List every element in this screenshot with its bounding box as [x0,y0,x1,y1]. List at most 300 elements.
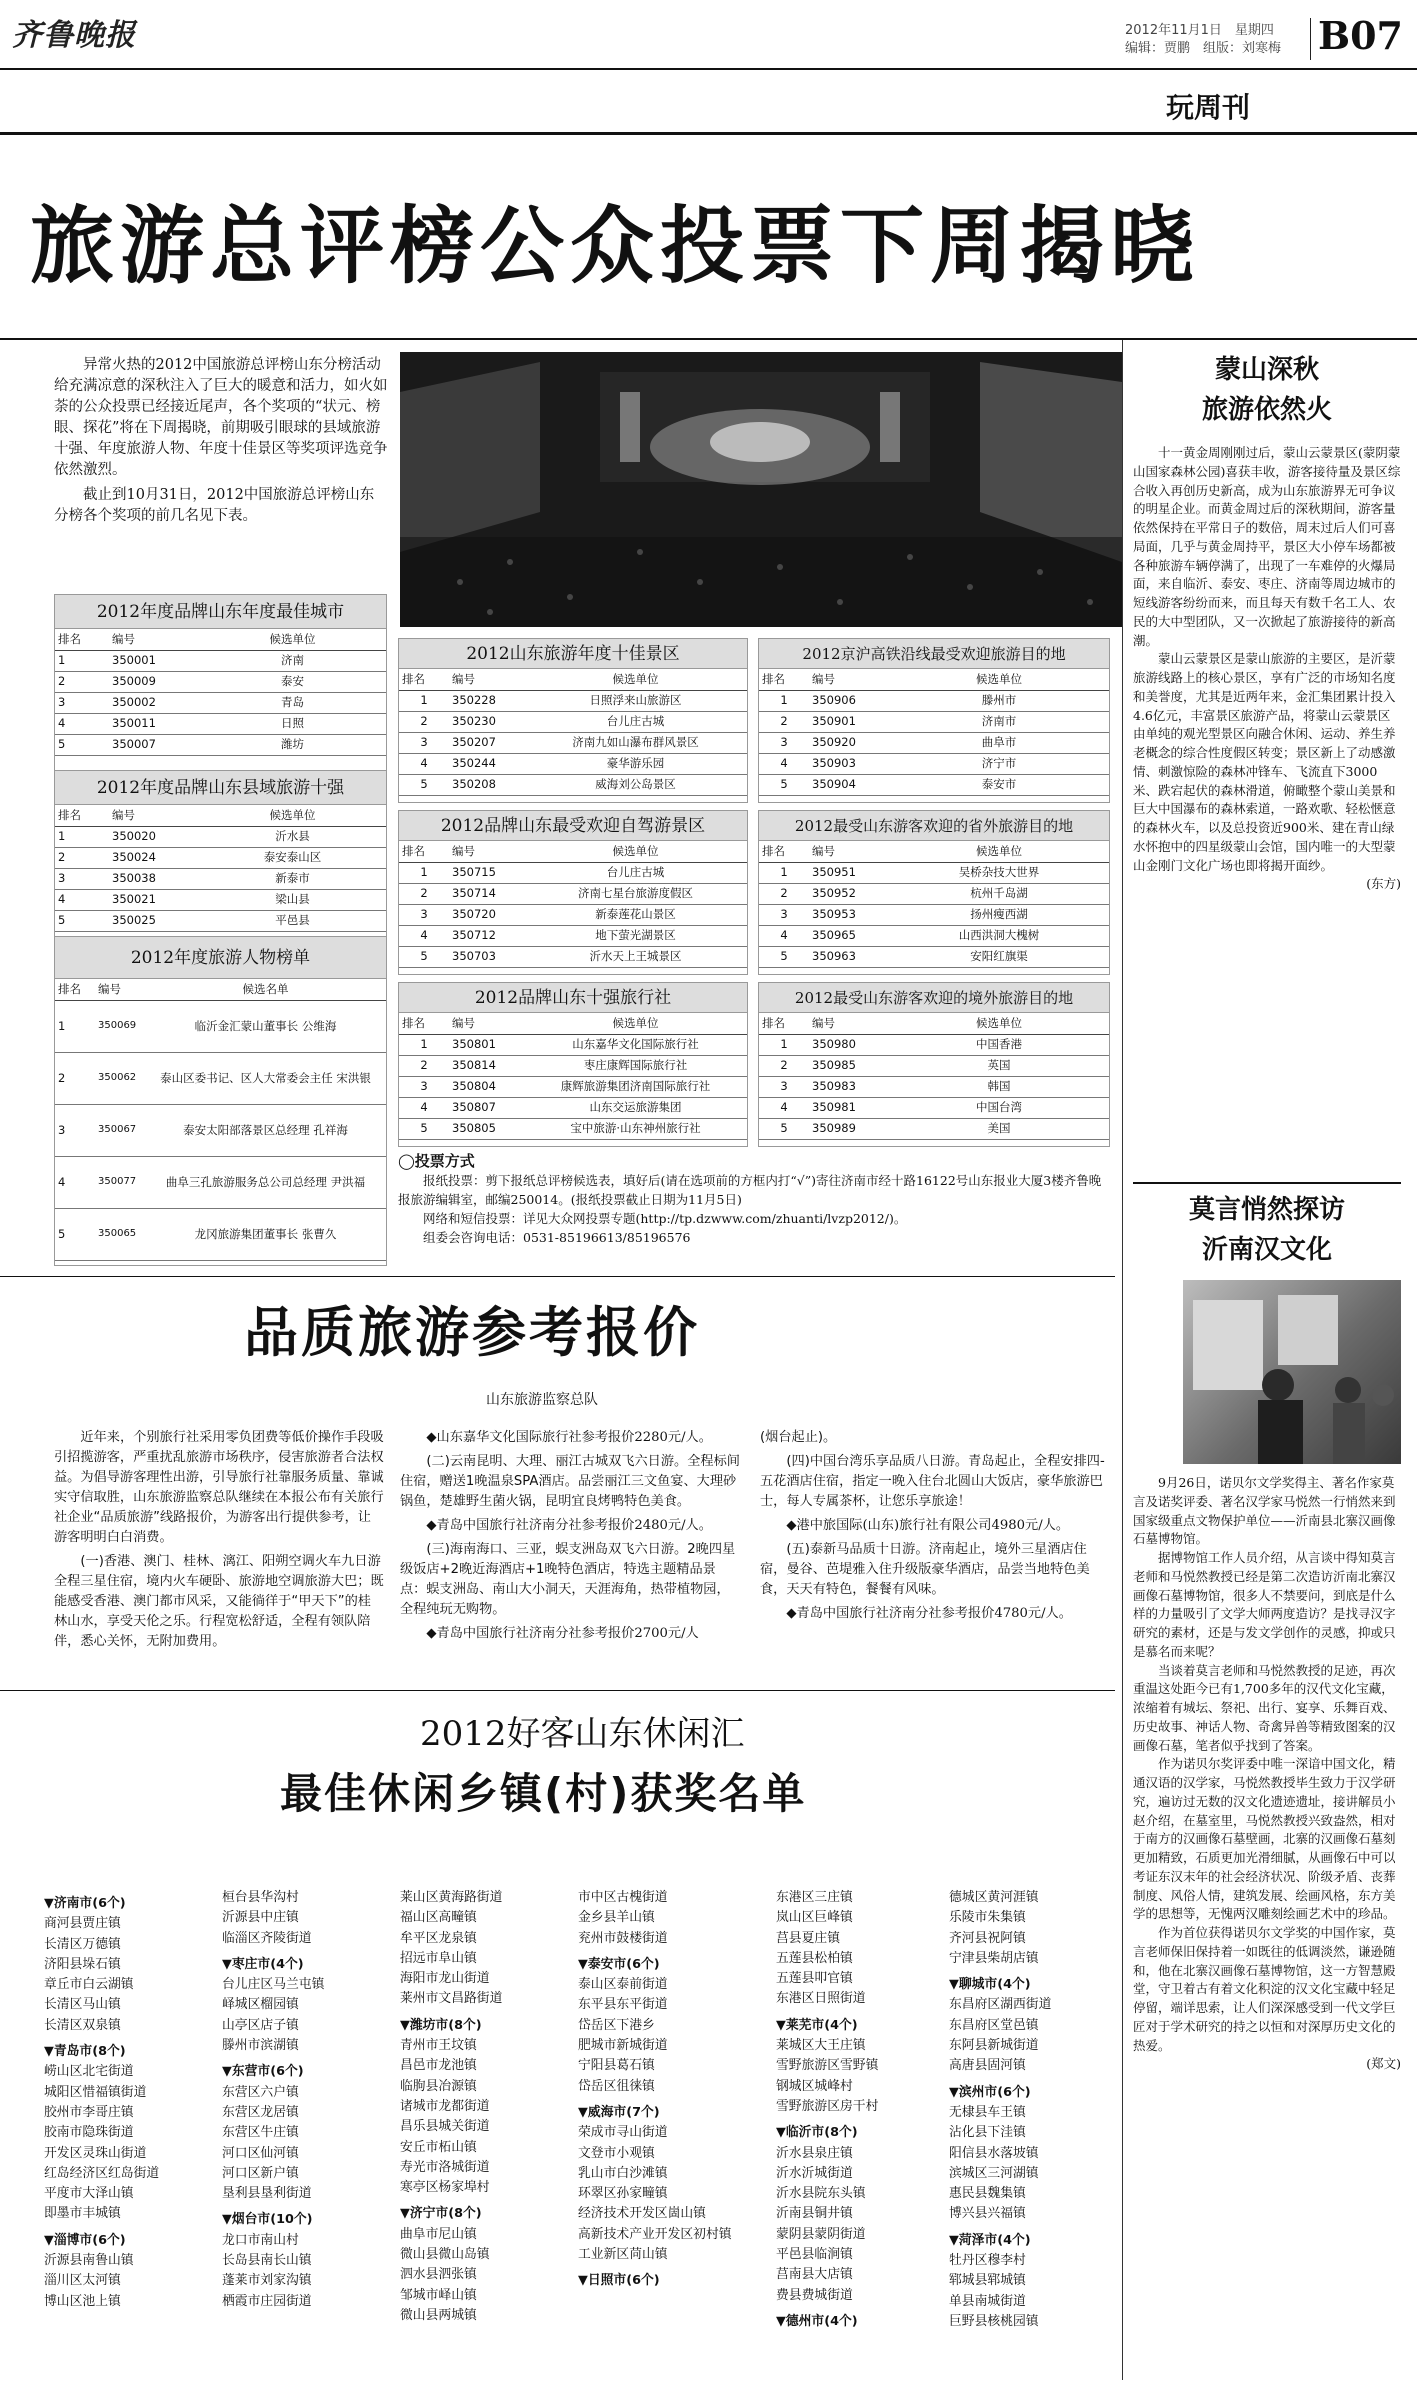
name-cell: 山东交运旅游集团 [524,1097,747,1118]
code-cell: 350002 [109,692,199,713]
table-row [55,734,386,755]
col-rank: 排名 [759,841,809,862]
name-cell: 中国台湾 [889,1097,1109,1118]
name-cell: 济南市 [889,711,1109,732]
town-item: 莒县夏庄镇 [776,1930,840,1946]
town-item: 红岛经济区红岛街道 [44,2165,160,2181]
table-row [55,868,386,889]
header-divider [1310,18,1311,60]
table-row [55,889,386,910]
rank-cell: 2 [759,711,809,732]
table-title: 2012山东旅游年度十佳景区 [399,639,747,669]
city-heading: ▼德州市(4个) [776,2313,858,2329]
col-rank: 排名 [399,841,449,862]
town-item: 平邑县临涧镇 [776,2247,853,2263]
town-item: 乐陵市朱集镇 [949,1910,1026,1926]
rank-cell: 2 [759,883,809,904]
town-item: 齐河县祝阿镇 [949,1930,1026,1946]
name-cell: 康辉旅游集团济南国际旅行社 [524,1076,747,1097]
town-item: 文登市小观镇 [578,2145,655,2161]
name-cell: 曲阜市 [889,732,1109,753]
quality-price: ◆山东嘉华文化国际旅行社参考报价2280元/人。 [426,1430,712,1445]
col-rank: 排名 [55,979,95,1000]
col-code: 编号 [809,669,889,690]
table-row [399,1118,747,1139]
name-cell: 济南 [199,650,386,671]
col-person: 候选名单 [145,979,386,1000]
name-cell: 杭州千岛湖 [889,883,1109,904]
museum-photo [1183,1280,1401,1464]
quality-paragraph: (二)云南昆明、大理、丽江古城双飞六日游。全程标间住宿，赠送1晚温泉SPA酒店。品尝丽江三文鱼宴、大理砂锅鱼，楚雄野生菌火锅，昆明宜良烤鸭特色美食。 [400,1454,740,1509]
town-item: 桓台县华沟村 [222,1890,299,1905]
town-item: 淄川区太河镇 [44,2273,121,2289]
town-item: 东港区日照街道 [776,1991,866,2007]
col-name: 候选单位 [524,1013,747,1034]
town-item: 高唐县固河镇 [949,2058,1026,2074]
rank-cell: 3 [55,692,109,713]
ranking-table [399,841,747,968]
town-item: 垦利县垦利街道 [222,2186,312,2202]
town-item: 长清区马山镇 [44,1997,121,2013]
name-cell: 滕州市 [889,690,1109,711]
col-name: 候选单位 [889,1013,1109,1034]
town-item: 城阳区惜福镇街道 [44,2084,147,2100]
town-item: 五莲县叩官镇 [776,1971,853,1987]
rank-cell: 1 [399,862,449,883]
leisure-column [400,1888,570,2374]
col-code: 编号 [809,1013,889,1034]
article-title [1133,350,1401,430]
rank-cell: 5 [759,774,809,795]
town-item: 博兴县兴福镇 [949,2206,1026,2222]
city-heading: ▼威海市(7个) [578,2104,660,2120]
col-rank: 排名 [55,629,109,650]
town-item: 东港区三庄镇 [776,1890,853,1905]
town-item: 单县南城街道 [949,2293,1026,2309]
masthead-rule [0,68,1417,70]
town-item: 牡丹区穆李村 [949,2253,1026,2269]
title-line: 莫言悄然探访 [1188,1195,1345,1225]
sidebar-article-mengshan [1133,350,1401,893]
ranking-table [759,841,1109,968]
quality-col-2 [400,1428,740,1648]
town-item: 安丘市柘山镇 [400,2139,477,2155]
vote-icon: ◯ [398,1152,415,1170]
quality-paragraph: (三)海南海口、三亚，蜈支洲岛双飞六日游。2晚四星级饭店+2晚近海酒店+1晚特色酒店，特选主题精品景点：蜈支洲岛、南山大小洞天，天涯海角，热带植物园，全程纯玩无购物。 [400,1542,736,1617]
quality-price: ◆青岛中国旅行社济南分社参考报价4780元/人。 [786,1606,1072,1621]
town-item: 崂山区北宅街道 [44,2064,134,2080]
code-cell: 350903 [809,753,889,774]
table-row [399,690,747,711]
col-rank: 排名 [399,669,449,690]
town-item: 莱州市文昌路街道 [400,1991,503,2007]
rank-cell: 5 [399,774,449,795]
city-heading: ▼青岛市(8个) [44,2044,126,2060]
rank-cell: 5 [759,1118,809,1139]
city-heading: ▼菏泽市(4个) [949,2232,1031,2248]
town-item: 东营区龙居镇 [222,2104,299,2120]
code-cell: 350980 [809,1034,889,1055]
town-item: 诸城市龙都街道 [400,2098,490,2114]
table-row [399,1055,747,1076]
code-cell: 350025 [109,910,199,931]
city-heading: ▼烟台市(10个) [222,2212,313,2228]
section-rule [0,132,1417,135]
ranking-table [399,669,747,796]
name-cell: 日照浮来山旅游区 [524,690,747,711]
code-cell: 350038 [109,868,199,889]
town-item: 环翠区孙家疃镇 [578,2186,668,2202]
city-heading: ▼东营市(6个) [222,2064,304,2080]
town-item: 台儿庄区马兰屯镇 [222,1977,325,1993]
table-row [55,650,386,671]
town-item: 昌邑市龙池镇 [400,2058,477,2074]
title-line: 旅游依然火 [1201,395,1332,425]
table-row [55,671,386,692]
town-item: 牟平区龙泉镇 [400,1930,477,1946]
name-cell: 青岛 [199,692,386,713]
code-cell: 350801 [449,1034,524,1055]
rank-cell: 3 [399,732,449,753]
col-name: 候选单位 [889,841,1109,862]
leisure-column [578,1888,768,2374]
name-cell: 日照 [199,713,386,734]
separator-mid [0,1690,1115,1691]
town-item: 雪野旅游区雪野镇 [776,2058,879,2074]
code-cell: 350906 [809,690,889,711]
rank-cell: 1 [399,1034,449,1055]
town-item: 寒亭区杨家埠村 [400,2180,490,2196]
vote-title: ◯投票方式 [398,1152,475,1170]
town-item: 沂水县泉庄镇 [776,2145,853,2161]
town-item: 高新技术产业开发区初村镇 [578,2226,732,2242]
table-row [759,946,1109,967]
table-row [759,904,1109,925]
intro-text [54,355,388,531]
code-cell: 350985 [809,1055,889,1076]
town-item: 山亭区店子镇 [222,2017,299,2033]
table-row [759,862,1109,883]
town-item: 沂源县中庄镇 [222,1910,299,1926]
quality-paragraph: (一)香港、澳门、桂林、漓江、阳朔空调火车九日游全程三星住宿，境内火车硬卧、旅游地空调旅游大巴；既能感受香港、澳门都市风采，又能徜徉于“甲天下”的桂林山水，享受天伦之乐。行程宽松舒适，全程有领队陪伴，悉心关怀，无附加费用。 [54,1554,384,1649]
code-cell: 350009 [109,671,199,692]
table-row [55,1156,386,1208]
sidebar-rule [1133,1182,1401,1184]
town-item: 雪野旅游区房干村 [776,2098,879,2114]
name-cell: 中国香港 [889,1034,1109,1055]
weekday: 星期四 [1234,23,1274,38]
quality-paragraph: 近年来，个别旅行社采用零负团费等低价操作手段吸引招揽游客，严重扰乱旅游市场秩序，侵害旅游者合法权益。为倡导游客理性出游，引导旅行社靠服务质量、靠诚实守信取胜，山东旅游监察总队继续在本报公布有关旅行社企业“品质旅游”线路报价，为游客出行提供参考，让游客明明白白消费。 [54,1430,384,1545]
town-item: 胶南市隐珠街道 [44,2125,134,2141]
col-name: 候选单位 [199,805,386,826]
name-cell: 潍坊 [199,734,386,755]
code-cell: 350020 [109,826,199,847]
name-cell: 新泰市 [199,868,386,889]
table-best-city [54,594,387,772]
leisure-title-2: 最佳休闲乡镇(村)获奖名单 [280,1769,807,1818]
town-item: 工业新区苘山镇 [578,2247,668,2263]
town-item: 河口区仙河镇 [222,2145,299,2161]
table-title: 2012最受山东游客欢迎的境外旅游目的地 [759,983,1109,1013]
table-row [55,1208,386,1260]
leisure-column [949,1888,1114,2374]
article-paragraph: 9月26日，诺贝尔文学奖得主、著名作家莫言及诺奖评委、著名汉学家马悦然一行悄然来到国家级重点文物保护单位——沂南县北寨汉画像石墓博物馆。 [1133,1475,1396,1547]
code-cell: 350989 [809,1118,889,1139]
town-item: 青州市王坟镇 [400,2038,477,2054]
separator-top [0,1276,1115,1277]
code-cell: 350901 [809,711,889,732]
town-item: 岱岳区下港乡 [578,2017,655,2033]
rank-cell: 1 [55,1000,95,1052]
code-cell: 350712 [449,925,524,946]
rank-cell: 2 [759,1055,809,1076]
col-code: 编号 [449,669,524,690]
table-row [399,753,747,774]
ranking-table [55,805,386,932]
town-item: 滨城区三河湖镇 [949,2165,1039,2181]
table-row [399,711,747,732]
table-row [55,826,386,847]
table-highspeed-rail [758,638,1110,803]
code-cell: 350920 [809,732,889,753]
table-row [399,883,747,904]
town-item: 昌乐县城关街道 [400,2119,490,2135]
town-item: 兖州市鼓楼街道 [578,1930,668,1946]
vote-phone: 组委会咨询电话：0531-85196613/85196576 [423,1230,691,1245]
table-row [399,1097,747,1118]
quality-paragraph: (五)泰新马品质十日游。济南起止，境外三星酒店住宿，曼谷、芭堤雅入住升级版豪华酒店，品尝当地特色美食，天天有特色，餐餐有风味。 [760,1542,1090,1597]
article-title [1133,1190,1401,1270]
quality-paragraph: (四)中国台湾乐享品质八日游。青岛起止，全程安排四-五花酒店住宿，指定一晚入住台北圆山大饭店，豪华旅游巴士，每人专属茶杯，让您乐享旅途！ [760,1454,1105,1509]
code-cell: 350024 [109,847,199,868]
table-title: 2012最受山东游客欢迎的省外旅游目的地 [759,811,1109,841]
table-row [399,732,747,753]
date-line [1125,22,1274,41]
town-item: 阳信县水落坡镇 [949,2145,1039,2161]
quality-col-1 [54,1428,384,1656]
code-cell: 350021 [109,889,199,910]
leisure-title-1: 2012好客山东休闲汇 [420,1714,745,1754]
town-item: 河口区新户镇 [222,2165,299,2181]
city-heading: ▼济宁市(8个) [400,2206,482,2222]
name-cell: 临沂金汇蒙山董事长 公维海 [145,1000,386,1052]
rank-cell: 2 [55,1052,95,1104]
table-title: 2012年度旅游人物榜单 [55,937,386,979]
table-row [399,925,747,946]
town-item: 沂水县院东头镇 [776,2186,866,2202]
code-cell: 350230 [449,711,524,732]
town-item: 金乡县羊山镇 [578,1910,655,1926]
rank-cell: 3 [759,1076,809,1097]
article-paragraph: 当谈着莫言老师和马悦然教授的足迹，再次重温这处距今已有1,700多年的汉代文化宝藏，浓缩着有城坛、祭祀、出行、宴享、乐舞百戏、历史故事、神话人物、奇禽异兽等精致图案的汉画像石墓，笔者似乎找到了答案。 [1133,1662,1396,1753]
code-cell: 350208 [449,774,524,795]
name-cell: 沂水天上王城景区 [524,946,747,967]
table-row [55,1052,386,1104]
code-cell: 350062 [95,1052,145,1104]
name-cell: 扬州瘦西湖 [889,904,1109,925]
town-item: 滕州市滨湖镇 [222,2038,299,2054]
town-item: 长岛县南长山镇 [222,2253,312,2269]
town-item: 无棣县车王镇 [949,2104,1026,2120]
table-row [759,753,1109,774]
town-item: 长清区双泉镇 [44,2017,121,2033]
town-item: 福山区高疃镇 [400,1910,477,1926]
code-cell: 350703 [449,946,524,967]
name-cell: 梁山县 [199,889,386,910]
name-cell: 泰安市 [889,774,1109,795]
quality-prefix: (烟台起止)。 [760,1430,837,1445]
name-cell: 美国 [889,1118,1109,1139]
city-heading: ▼泰安市(6个) [578,1956,660,1972]
name-cell: 山东嘉华文化国际旅行社 [524,1034,747,1055]
table-row [55,692,386,713]
code-cell: 350981 [809,1097,889,1118]
editor-line: 编辑：贾鹏 组版：刘寒梅 [1125,41,1282,56]
table-row [399,774,747,795]
quality-col-3 [760,1428,1110,1628]
article-paragraph: 蒙山云蒙景区是蒙山旅游的主要区，是沂蒙旅游线路上的核心景区，享有广泛的市场知名度和美誉度，尤其是近两年来，金汇集团累计投入4.6亿元，丰富景区旅游产品，将蒙山云蒙景区由单纯的观光型景区向融合休闲、运动、养生养老概念的综合性度假区转变；景区新上了动感激情、刺激惊险的森林冲锋车、飞流直下3000米、跌宕起伏的森林滑道，俯瞰整个蒙山美景和巨大中国瀑布的森林索道，一路欢歌、轻松惬意的森林火车，以及总投资近900米、建在青山绿水怀抱中的四星级蒙山会馆，国内唯一的大型蒙山金刚门文化广场也即将揭开面纱。 [1133,651,1396,873]
code-cell: 350804 [449,1076,524,1097]
rank-cell: 4 [55,1156,95,1208]
name-cell: 龙冈旅游集团董事长 张曹久 [145,1208,386,1260]
rank-cell: 3 [55,868,109,889]
table-row [759,925,1109,946]
town-item: 惠民县魏集镇 [949,2186,1026,2202]
rank-cell: 1 [759,862,809,883]
city-heading: ▼滨州市(6个) [949,2084,1031,2100]
table-row [759,732,1109,753]
town-item: 东平县东平街道 [578,1997,668,2013]
town-item: 蓬莱市刘家沟镇 [222,2273,312,2289]
town-item: 章丘市白云湖镇 [44,1977,134,1993]
code-cell: 350001 [109,650,199,671]
ranking-table [55,629,386,756]
rank-cell: 2 [399,711,449,732]
code-cell: 350814 [449,1055,524,1076]
name-cell: 枣庄康辉国际旅行社 [524,1055,747,1076]
code-cell: 350207 [449,732,524,753]
code-cell: 350011 [109,713,199,734]
name-cell: 曲阜三孔旅游服务总公司总经理 尹洪福 [145,1156,386,1208]
col-rank: 排名 [759,1013,809,1034]
town-item: 岱岳区徂徕镇 [578,2078,655,2094]
code-cell: 350714 [449,883,524,904]
table-row [759,1076,1109,1097]
code-cell: 350952 [809,883,889,904]
rank-cell: 2 [399,1055,449,1076]
rank-cell: 2 [399,883,449,904]
code-cell: 350807 [449,1097,524,1118]
name-cell: 泰山区委书记、区人大常委会主任 宋洪银 [145,1052,386,1104]
name-cell: 泰安泰山区 [199,847,386,868]
name-cell: 沂水县 [199,826,386,847]
table-title: 2012京沪高铁沿线最受欢迎旅游目的地 [759,639,1109,669]
city-heading: ▼潍坊市(8个) [400,2017,482,2033]
town-item: 宁阳县葛石镇 [578,2058,655,2074]
main-headline: 旅游总评榜公众投票下周揭晓 [30,197,1201,295]
name-cell: 济南七星台旅游度假区 [524,883,747,904]
concert-photo [400,352,1122,627]
table-title: 2012品牌山东十强旅行社 [399,983,747,1013]
name-cell: 台儿庄古城 [524,711,747,732]
table-row [759,883,1109,904]
code-cell: 350951 [809,862,889,883]
rank-cell: 1 [55,826,109,847]
town-item: 临淄区齐陵街道 [222,1930,312,1946]
rank-cell: 5 [55,1208,95,1260]
table-self-drive [398,810,748,975]
town-item: 海阳市龙山街道 [400,1971,490,1987]
rank-cell: 5 [55,734,109,755]
name-cell: 安阳红旗渠 [889,946,1109,967]
town-item: 栖霞市庄园街道 [222,2293,312,2309]
col-rank: 排名 [55,805,109,826]
section-name: 玩周刊 [1166,91,1251,124]
town-item: 龙口市南山村 [222,2232,299,2248]
town-item: 济阳县垛石镇 [44,1956,121,1972]
name-cell: 豪华游乐园 [524,753,747,774]
table-tourism-people [54,936,387,1266]
table-row [399,1076,747,1097]
town-item: 东昌府区堂邑镇 [949,2017,1039,2033]
code-cell: 350065 [95,1208,145,1260]
code-cell: 350904 [809,774,889,795]
city-heading: ▼日照市(6个) [578,2273,660,2289]
name-cell: 泰安 [199,671,386,692]
code-cell: 350953 [809,904,889,925]
leisure-column [222,1888,392,2374]
vote-section [398,1152,1110,1247]
town-item: 平度市大泽山镇 [44,2186,134,2202]
name-cell: 宝中旅游·山东神州旅行社 [524,1118,747,1139]
intro-paragraph: 截止到10月31日，2012中国旅游总评榜山东分榜各个奖项的前几名见下表。 [54,487,375,524]
town-item: 临朐县冶源镇 [400,2078,477,2094]
table-top10-scenic [398,638,748,803]
name-cell: 地下萤光湖景区 [524,925,747,946]
vote-online: 网络和短信投票：详见大众网投票专题(http://tp.dzwww.com/zhuanti/lvzp2012/)。 [423,1211,907,1226]
name-cell: 威海刘公岛景区 [524,774,747,795]
ranking-table [759,669,1109,796]
title-line: 沂南汉文化 [1201,1235,1332,1265]
rank-cell: 3 [399,904,449,925]
rank-cell: 4 [759,1097,809,1118]
code-cell: 350228 [449,690,524,711]
quality-price: ◆港中旅国际(山东)旅行社有限公司4980元/人。 [786,1518,1070,1533]
name-cell: 山西洪洞大槐树 [889,925,1109,946]
table-row [55,713,386,734]
rank-cell: 5 [399,946,449,967]
table-row [759,1118,1109,1139]
town-item: 东阿县新城街道 [949,2038,1039,2054]
rank-cell: 4 [759,925,809,946]
page-number: B07 [1318,13,1403,58]
table-row [759,711,1109,732]
town-item: 沂水沂城街道 [776,2165,853,2181]
town-item: 巨野县核桃园镇 [949,2313,1039,2329]
town-item: 荣成市寻山街道 [578,2125,668,2141]
article-paragraph: 作为诺贝尔奖评委中唯一深谙中国文化，精通汉语的汉学家，马悦然教授毕生致力于汉学研究，遍访过无数的汉文化遗迹遗址，接讲解员小赵介绍，在墓室里，马悦然教授兴致盎然，相对于南方的汉画像石墓壁画，北寨的汉画像石墓刻更加精致，石质更加光滑细腻，从画像石中可以考证东汉末年的社会经济状况、阶级矛盾、丧葬制度、风俗人情，建筑发展、绘画风格，东方美学的思想等，无愧两汉雕刻绘画艺术中的珍品。 [1133,1756,1396,1922]
town-item: 博山区池上镇 [44,2293,121,2309]
name-cell: 济宁市 [889,753,1109,774]
ranking-table [759,1013,1109,1140]
town-item: 商河县贾庄镇 [44,1916,121,1932]
issue-date: 2012年11月1日 [1125,23,1222,38]
town-item: 招远市阜山镇 [400,1950,477,1966]
table-row [759,1055,1109,1076]
rank-cell: 5 [55,910,109,931]
byline: (东方) [1366,876,1401,892]
quality-price: ◆青岛中国旅行社济南分社参考报价2700元/人 [426,1626,699,1641]
